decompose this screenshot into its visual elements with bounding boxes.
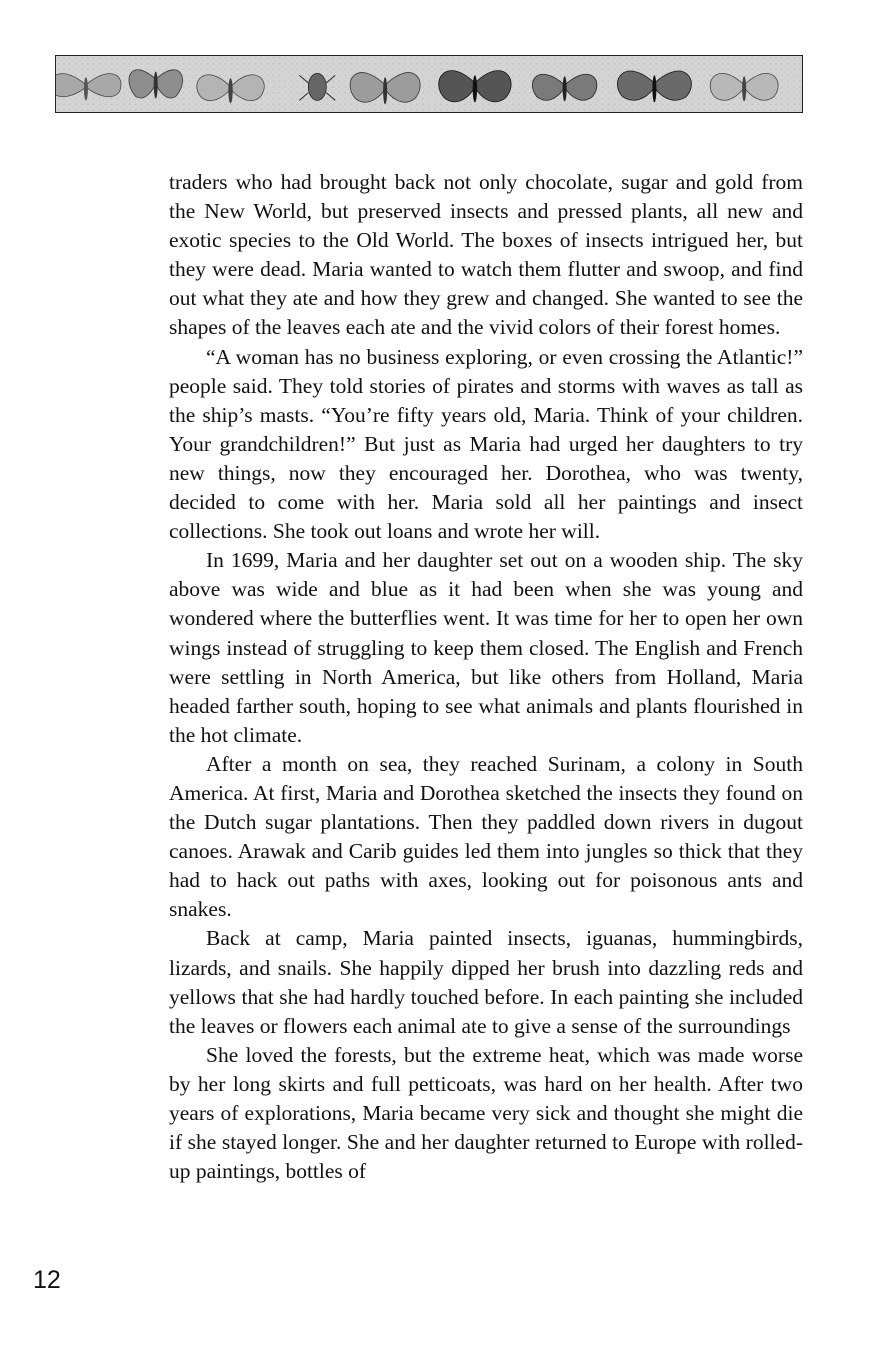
page-number: 12 [33,1266,61,1294]
butterfly-icon [129,70,182,99]
butterfly-icon [350,73,420,105]
butterfly-icon [617,71,691,102]
moth-icon [197,75,264,104]
paragraph: She loved the forests, but the extreme heat, which was made worse by her long skirts and full petticoats, was hard on her health. After two years of explorations, Maria became very sick and thought she might die if she stayed longer. She and her daughter returned to Europe with rolled-up paintings, bottles of [169,1042,803,1184]
paragraph: After a month on sea, they reached Surinam, a colony in South America. At first, Maria and Dorothea sketched the insects they found on the Dutch sugar plantations. Then they paddled down rivers in dugout canoes. Arawak and Carib guides led them into jungles so thick that they had to hack out paths with axes, looking out for poisonous ants and snakes. [169,751,803,922]
paragraph: “A woman has no business exploring, or even crossing the Atlantic!” people said. They told stories of pirates and storms with waves as tall as the ship’s masts. “You’re fifty years old, Maria. Think of your children. Your grandchildren!” But just as Maria had urged her daughters to try new things, now they encouraged her. Dorothea, who was twenty, decided to come with her. Maria sold all her paintings and insect collections. She took out loans and wrote her will. [169,344,803,544]
body-text [169,168,803,1186]
moth-icon [532,74,597,101]
butterfly-banner-image [55,55,803,113]
paragraph: In 1699, Maria and her daughter set out on a wooden ship. The sky above was wide and blue as it had been when she was young and wondered where the butterflies went. It was time for her to open her own wings instead of struggling to keep them closed. The English and French were settling in North America, but like others from Holland, Maria headed farther south, hoping to see what animals and plants flourished in the hot climate. [169,548,803,747]
paragraph: traders who had brought back not only chocolate, sugar and gold from the New World, but preserved insects and pressed plants, all new and exotic species to the Old World. The boxes of insects intrigued her, but they were dead. Maria wanted to watch them flutter and swoop, and find out what they ate and how they grew and changed. She wanted to see the shapes of the leaves each ate and the vivid colors of their forest homes. [169,170,803,340]
moth-icon [710,73,778,101]
paragraph: Back at camp, Maria painted insects, iguanas, hummingbirds, lizards, and snails. She happily dipped her brush into dazzling reds and yellows that she had hardly touched before. In each painting she included the leaves or flowers each animal ate to give a sense of the surroundings [169,926,803,1038]
butterfly-icon [439,71,511,103]
butterfly-illustration [56,56,802,112]
